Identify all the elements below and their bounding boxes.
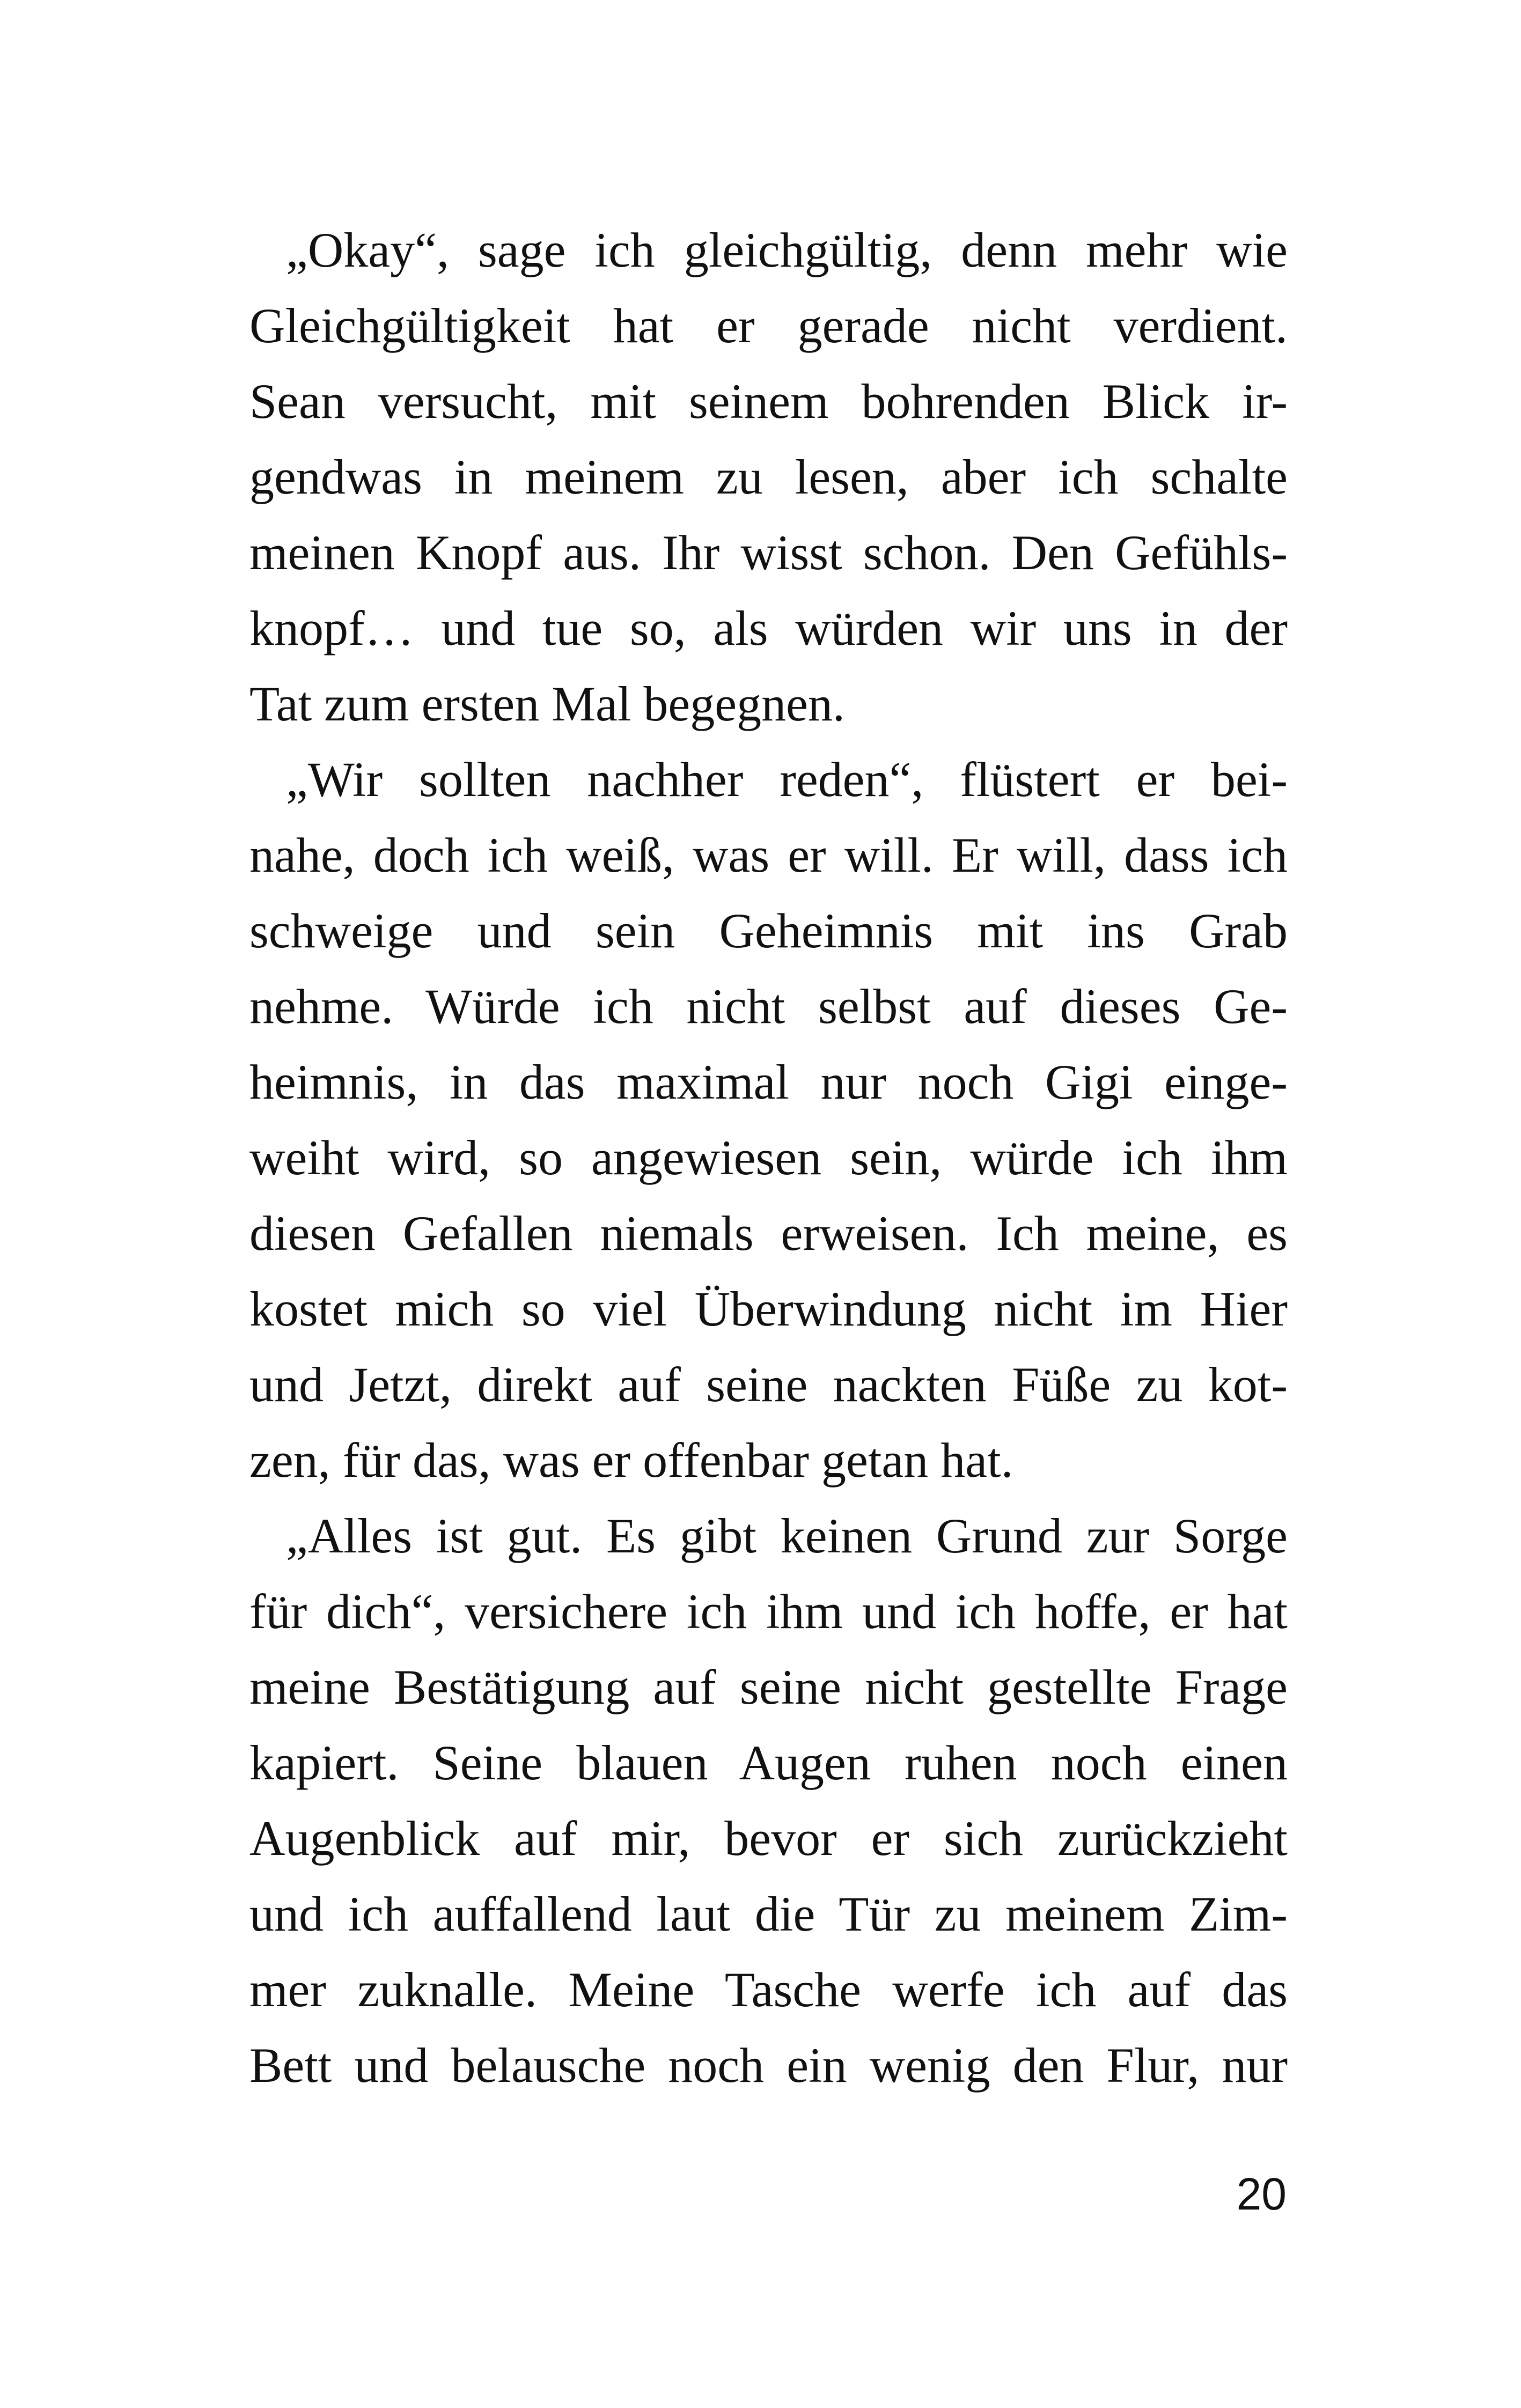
- text-line: Tat zum ersten Mal begegnen.: [249, 676, 845, 731]
- text-line: diesen Gefallen niemals erweisen. Ich meine, es: [249, 1206, 1288, 1261]
- text-line: meinen Knopf aus. Ihr wisst schon. Den Gefühls-: [249, 525, 1288, 580]
- text-line: und ich auffallend laut die Tür zu meinem Zim-: [249, 1887, 1288, 1941]
- text-line: Augenblick auf mir, bevor er sich zurückzieht: [249, 1811, 1288, 1866]
- text-line: knopf… und tue so, als würden wir uns in der: [249, 601, 1288, 656]
- text-line: „Okay“, sage ich gleichgültig, denn mehr wie: [286, 223, 1288, 277]
- text-line: nahe, doch ich weiß, was er will. Er will, dass ich: [249, 828, 1288, 882]
- text-line: „Alles ist gut. Es gibt keinen Grund zur Sorge: [286, 1508, 1288, 1563]
- text-line: gendwas in meinem zu lesen, aber ich schalte: [249, 450, 1288, 504]
- text-line: kostet mich so viel Überwindung nicht im Hier: [249, 1282, 1288, 1336]
- text-line: weiht wird, so angewiesen sein, würde ich ihm: [249, 1130, 1288, 1185]
- text-line: schweige und sein Geheimnis mit ins Grab: [249, 903, 1288, 958]
- text-line: Sean versucht, mit seinem bohrenden Blick ir-: [249, 374, 1288, 429]
- text-line: „Wir sollten nachher reden“, flüstert er bei-: [286, 752, 1288, 807]
- text-line: für dich“, versichere ich ihm und ich hoffe, er hat: [249, 1584, 1288, 1639]
- text-line: heimnis, in das maximal nur noch Gigi einge-: [249, 1055, 1288, 1109]
- text-line: Bett und belausche noch ein wenig den Flur, nur: [249, 2038, 1288, 2093]
- text-line: nehme. Würde ich nicht selbst auf dieses Ge-: [249, 979, 1288, 1034]
- text-line: kapiert. Seine blauen Augen ruhen noch einen: [249, 1735, 1288, 1790]
- text-line: Gleichgültigkeit hat er gerade nicht verdient.: [249, 298, 1288, 353]
- text-line: und Jetzt, direkt auf seine nackten Füße zu kot-: [249, 1357, 1288, 1412]
- body-text: [249, 212, 1288, 2103]
- text-line: meine Bestätigung auf seine nicht gestellte Frage: [249, 1660, 1288, 1714]
- page-number: 20: [1236, 2169, 1287, 2219]
- text-line: zen, für das, was er offenbar getan hat.: [249, 1433, 1013, 1487]
- text-line: mer zuknalle. Meine Tasche werfe ich auf das: [249, 1962, 1288, 2017]
- paragraph-2: [249, 742, 1288, 1498]
- paragraph-1: [249, 212, 1288, 742]
- paragraph-3: [249, 1498, 1288, 2103]
